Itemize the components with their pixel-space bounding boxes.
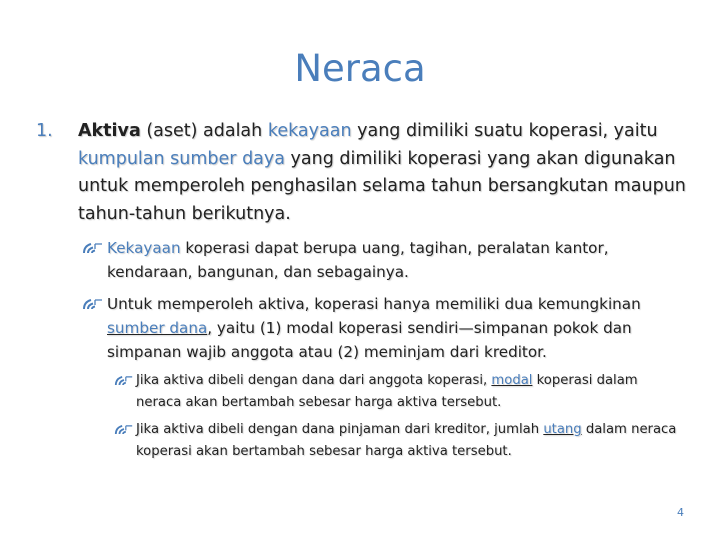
wifi-signal-icon [114,374,134,387]
sub-sub-bullet-text: koperasi dalam neraca akan bertambah sebesar harga aktiva tersebut. [136,373,638,410]
keyword-utang: utang [543,422,582,437]
sub-bullet-kekayaan [82,236,682,284]
item-number: 1. [36,121,53,141]
slide-title: Neraca [294,47,426,90]
sub-sub-bullet-text: Jika aktiva dibeli dengan dana pinjaman dari kreditor, jumlah [136,422,544,437]
list-item-aktiva [36,118,696,228]
sub-sub-bullet-utang [114,419,684,463]
wifi-signal-icon [114,423,134,436]
item-text: yang dimiliki suatu koperasi, yaitu [351,121,658,141]
keyword-modal: modal [491,373,533,388]
page-number: 4 [677,506,684,519]
sub-sub-bullet-modal [114,370,684,414]
item-text: (aset) adalah [140,121,268,141]
item-text: yang dimiliki koperasi yang akan digunakan untuk memperoleh penghasilan selama tahun bersangkutan maupun tahun-tahun berikutnya. [78,148,686,224]
sub-bullet-text: koperasi dapat berupa uang, tagihan, peralatan kantor, kendaraan, bangunan, dan sebagainya. [107,239,609,281]
sub-bullet-text: Untuk memperoleh aktiva, koperasi hanya memiliki dua kemungkinan [107,295,641,313]
wifi-signal-icon [82,241,104,255]
sub-sub-bullet-text: dalam neraca koperasi akan bertambah sebesar harga aktiva tersebut. [136,422,677,459]
term-aktiva: Aktiva [78,121,141,141]
keyword-kumpulan-sumber-daya: kumpulan sumber daya [78,148,285,169]
sub-bullet-sumber-dana [82,292,682,364]
sub-sub-bullet-text: Jika aktiva dibeli dengan dana dari anggota koperasi, [136,373,492,388]
keyword-sumber-dana: sumber dana [107,319,208,337]
wifi-signal-icon [82,297,104,311]
keyword-kekayaan: Kekayaan [107,239,181,257]
sub-bullet-text: , yaitu (1) modal koperasi sendiri—simpanan pokok dan simpanan wajib anggota atau (2) meminjam dari kreditor. [107,319,632,361]
keyword-kekayaan: kekayaan [267,121,352,141]
main-list [36,118,696,228]
